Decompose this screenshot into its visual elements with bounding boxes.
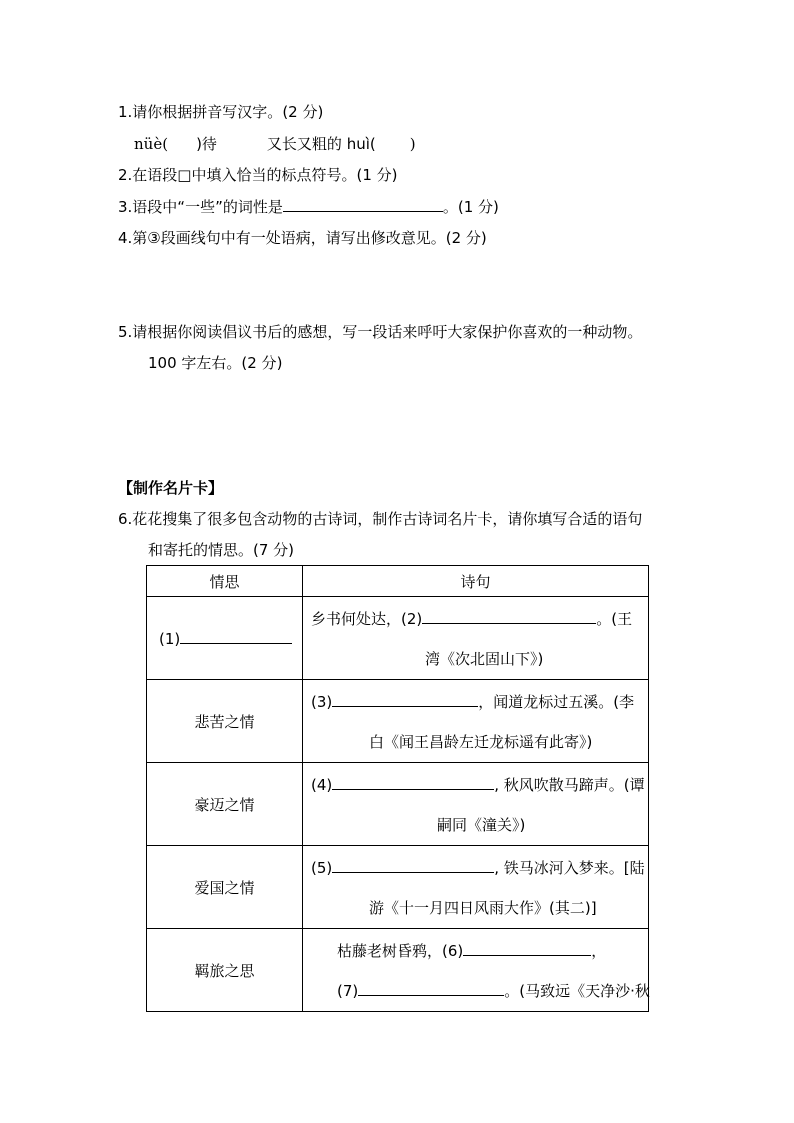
poem-text: (7): [337, 982, 359, 1000]
table-row: [147, 597, 649, 680]
header-poem: 诗句: [303, 566, 649, 597]
poem-text: 。(王: [596, 610, 633, 628]
question-3-text: 3.语段中“一些”的词性是: [118, 198, 283, 216]
poem-blank[interactable]: [422, 609, 596, 624]
table-row: [147, 846, 649, 929]
poem-text: (5): [311, 859, 333, 877]
poem-blank[interactable]: [358, 981, 504, 996]
table-row: [147, 763, 649, 846]
poem-cell: [303, 597, 649, 680]
poem-source: 白《闻王昌龄左迁龙标遥有此寄》): [369, 733, 593, 751]
answer-blank[interactable]: [283, 197, 443, 212]
poem-text: ，闻道龙标过五溪。(李: [478, 693, 635, 711]
question-6-line-1: 6.花花搜集了很多包含动物的古诗词，制作古诗词名片卡，请你填写合适的语句: [118, 510, 643, 528]
poem-text: 枯藤老树昏鸦，(6): [337, 942, 464, 960]
emotion-cell: 悲苦之情: [147, 680, 303, 763]
question-3: [118, 197, 499, 217]
table-header-row: [147, 566, 649, 597]
emotion-number: (1): [159, 629, 181, 648]
poem-cell: [303, 680, 649, 763]
emotion-cell: 豪迈之情: [147, 763, 303, 846]
pinyin-item-a-suffix: )待: [196, 135, 217, 153]
pinyin-item-b-suffix: ): [409, 135, 416, 153]
header-emotion: 情思: [147, 566, 303, 597]
poem-text: (4): [311, 776, 333, 794]
pinyin-item-a: nüè(: [134, 135, 169, 153]
question-6-line-2: 和寄托的情思。(7 分): [148, 541, 295, 559]
question-5-line-1: 5.请根据你阅读倡议书后的感想，写一段话来呼吁大家保护你喜欢的一种动物。: [118, 323, 643, 341]
question-5-line-2: 100 字左右。(2 分): [148, 354, 283, 372]
emotion-cell: 羁旅之思: [147, 929, 303, 1012]
poem-cell: [303, 846, 649, 929]
emotion-cell: [147, 597, 303, 680]
question-1: 1.请你根据拼音写汉字。(2 分): [118, 103, 324, 121]
poem-source: 嗣同《潼关》): [437, 816, 526, 834]
section-title: 【制作名片卡】: [118, 479, 224, 497]
poem-text: , 秋风吹散马蹄声。(谭: [494, 776, 645, 794]
question-2: 2.在语段□中填入恰当的标点符号。(1 分): [118, 166, 398, 184]
poem-text: 乡书何处达，(2): [311, 610, 423, 628]
poem-source: 游《十一月四日风雨大作》(其二)]: [369, 899, 597, 917]
poem-blank[interactable]: [332, 775, 494, 790]
table-row: [147, 680, 649, 763]
question-4: 4.第③段画线句中有一处语病，请写出修改意见。(2 分): [118, 229, 487, 247]
emotion-blank[interactable]: [180, 629, 292, 644]
poem-cell: [303, 763, 649, 846]
poem-blank[interactable]: [332, 858, 494, 873]
question-1-items: [134, 134, 416, 154]
poem-text: 。(马致远《天净沙·秋: [504, 982, 650, 1000]
poem-text: , 铁马冰河入梦来。[陆: [494, 859, 645, 877]
emotion-cell: 爱国之情: [147, 846, 303, 929]
poem-cell: [303, 929, 649, 1012]
table-row: [147, 929, 649, 1012]
poem-source: 湾《次北固山下》): [425, 650, 544, 668]
poem-text: ，: [591, 942, 607, 960]
poem-card-table: [146, 565, 649, 1012]
poem-text: (3): [311, 693, 333, 711]
poem-blank[interactable]: [332, 692, 478, 707]
pinyin-item-b: 又长又粗的 huì(: [266, 135, 376, 153]
poem-blank[interactable]: [463, 941, 591, 956]
question-3-score: 。(1 分): [442, 198, 499, 216]
